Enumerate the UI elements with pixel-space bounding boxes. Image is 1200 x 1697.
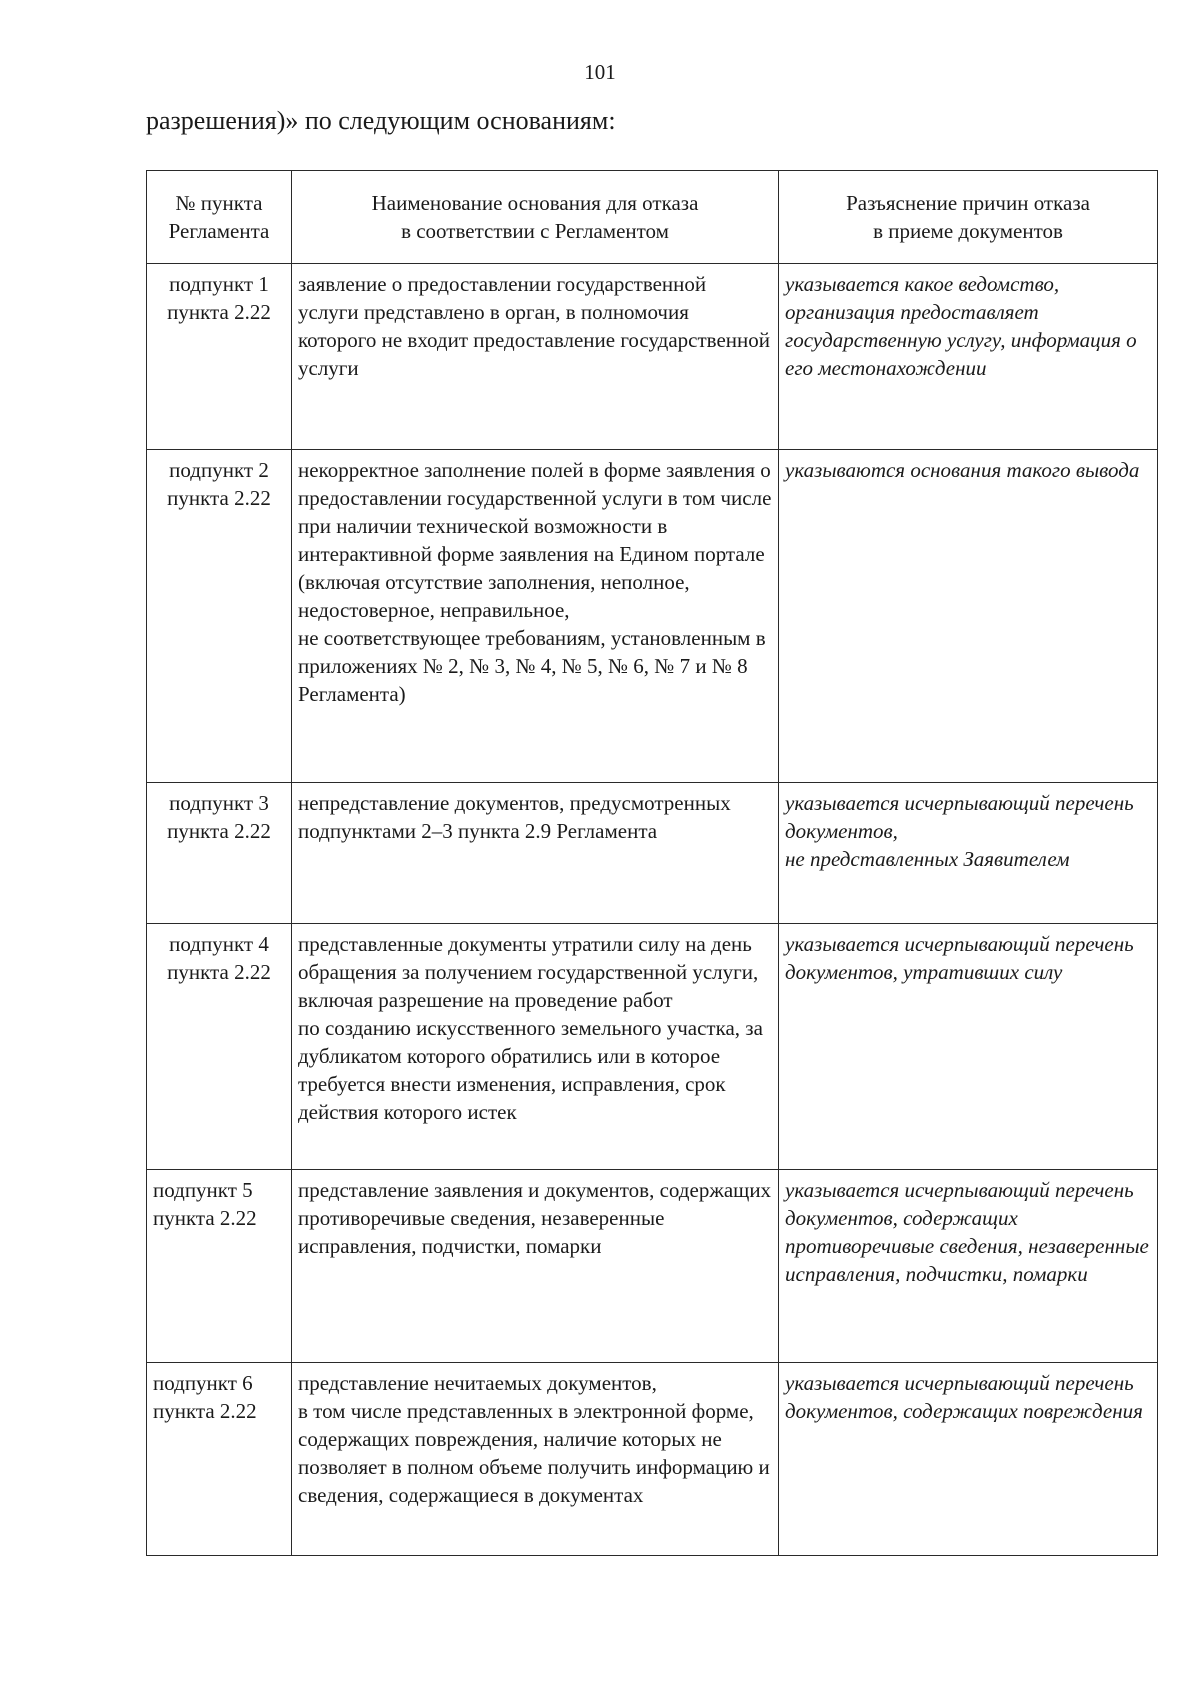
table-row [147,1170,1158,1363]
clause-number-cell: подпункт 3 пункта 2.22 [147,783,292,924]
clause-number-cell: подпункт 1 пункта 2.22 [147,264,292,450]
header-clause-number: № пункта Регламента [147,171,292,264]
clause-number-cell: подпункт 2 пункта 2.22 [147,450,292,783]
refusal-ground-cell: непредставление документов, предусмотренных подпунктами 2–3 пункта 2.9 Регламента [292,783,779,924]
refusal-explanation-cell: указывается исчерпывающий перечень документов, не представленных Заявителем [779,783,1158,924]
refusal-explanation-cell: указываются основания такого вывода [779,450,1158,783]
refusal-explanation-cell: указывается какое ведомство, организация предоставляет государственную услугу, информация о его местонахождении [779,264,1158,450]
table-row [147,924,1158,1170]
header-refusal-explanation: Разъяснение причин отказа в приеме документов [779,171,1158,264]
refusal-grounds-table [146,170,1158,1556]
refusal-explanation-cell: указывается исчерпывающий перечень документов, содержащих повреждения [779,1363,1158,1556]
table-header-row [147,171,1158,264]
clause-number-cell: подпункт 5 пункта 2.22 [147,1170,292,1363]
clause-number-cell: подпункт 6 пункта 2.22 [147,1363,292,1556]
refusal-ground-cell: заявление о предоставлении государственной услуги представлено в орган, в полномочия которого не входит предоставление государственной услуги [292,264,779,450]
header-refusal-ground: Наименование основания для отказа в соответствии с Регламентом [292,171,779,264]
table-row [147,450,1158,783]
refusal-ground-cell: представленные документы утратили силу на день обращения за получением государственной услуги, включая разрешение на проведение работ по созданию искусственного земельного участка, за дубликатом которого обратились или в которое требуется внести изменения, исправления, срок действия которого истек [292,924,779,1170]
refusal-ground-cell: представление нечитаемых документов, в том числе представленных в электронной форме, содержащих повреждения, наличие которых не позволяет в полном объеме получить информацию и сведения, содержащиеся в документах [292,1363,779,1556]
page-number: 101 [584,60,616,84]
refusal-explanation-cell: указывается исчерпывающий перечень документов, содержащих противоречивые сведения, незаверенные исправления, подчистки, помарки [779,1170,1158,1363]
refusal-explanation-cell: указывается исчерпывающий перечень документов, утративших силу [779,924,1158,1170]
refusal-ground-cell: некорректное заполнение полей в форме заявления о предоставлении государственной услуги в том числе при наличии технической возможности в интерактивной форме заявления на Едином портале (включая отсутствие заполнения, неполное, недостоверное, неправильное, не соответствующее требованиям, установленным в приложениях № 2, № 3, № 4, № 5, № 6, № 7 и № 8 Регламента) [292,450,779,783]
intro-text: разрешения)» по следующим основаниям: [146,106,616,135]
table-row [147,783,1158,924]
clause-number-cell: подпункт 4 пункта 2.22 [147,924,292,1170]
table-row [147,264,1158,450]
refusal-ground-cell: представление заявления и документов, содержащих противоречивые сведения, незаверенные исправления, подчистки, помарки [292,1170,779,1363]
table-row [147,1363,1158,1556]
